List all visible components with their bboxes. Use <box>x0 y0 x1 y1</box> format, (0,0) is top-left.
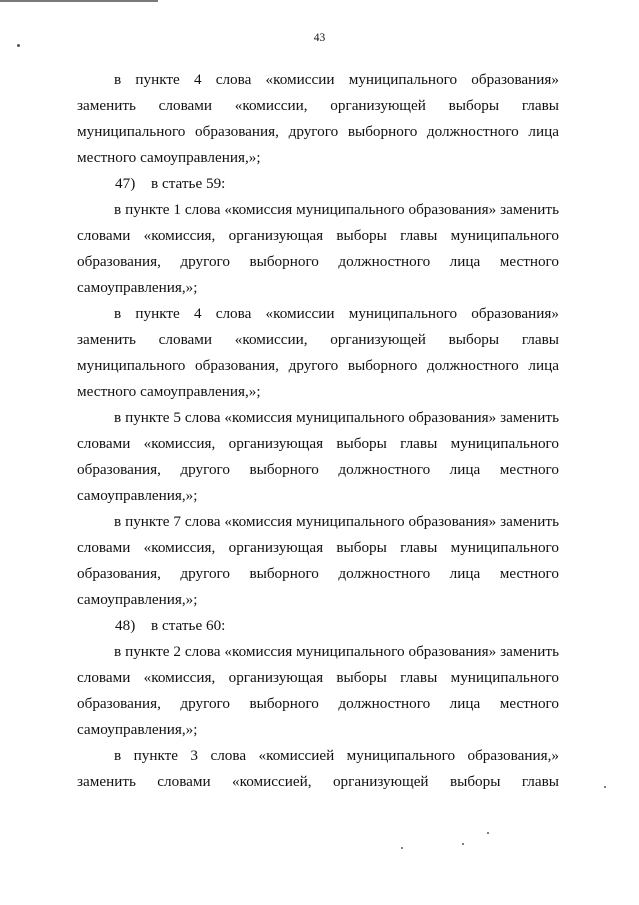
scan-speck <box>487 832 489 834</box>
page-number: 43 <box>313 32 326 44</box>
item-number: 48) <box>115 617 136 634</box>
paragraph: в пункте 4 слова «комиссии муниципального образования» заменить словами «комиссии, организующей выборы главы муниципального образования, другого выборного должностного лица местного самоуправления,»; <box>77 71 559 166</box>
paragraph: в пункте 2 слова «комиссия муниципального образования» заменить словами «комиссия, организующая выборы главы муниципального образования, другого выборного должностного лица местного самоуправления,»; <box>77 643 559 738</box>
paragraph: в пункте 5 слова «комиссия муниципального образования» заменить словами «комиссия, организующая выборы главы муниципального образования, другого выборного должностного лица местного самоуправления,»; <box>77 409 559 504</box>
scan-speck <box>604 786 606 788</box>
item-number: 47) <box>115 175 136 192</box>
paragraph: в пункте 1 слова «комиссия муниципального образования» заменить словами «комиссия, организующая выборы главы муниципального образования, другого выборного должностного лица местного самоуправления,»; <box>77 201 559 296</box>
paragraph: в пункте 4 слова «комиссии муниципального образования» заменить словами «комиссии, организующей выборы главы муниципального образования, другого выборного должностного лица местного самоуправления,»; <box>77 305 559 400</box>
scan-speck <box>462 843 464 845</box>
paragraph: в пункте 7 слова «комиссия муниципального образования» заменить словами «комиссия, организующая выборы главы муниципального образования, другого выборного должностного лица местного самоуправления,»; <box>77 513 559 608</box>
scan-speck <box>17 44 20 47</box>
item-text: в статье 60: <box>151 617 226 634</box>
scan-edge-line <box>0 0 158 2</box>
paragraph: в пункте 3 слова «комиссией муниципального образования,» заменить словами «комиссией, организующей выборы главы <box>77 747 559 790</box>
list-item <box>77 613 559 639</box>
scan-speck <box>401 847 403 849</box>
document-body <box>77 67 559 795</box>
item-text: в статье 59: <box>151 175 226 192</box>
list-item <box>77 171 559 197</box>
